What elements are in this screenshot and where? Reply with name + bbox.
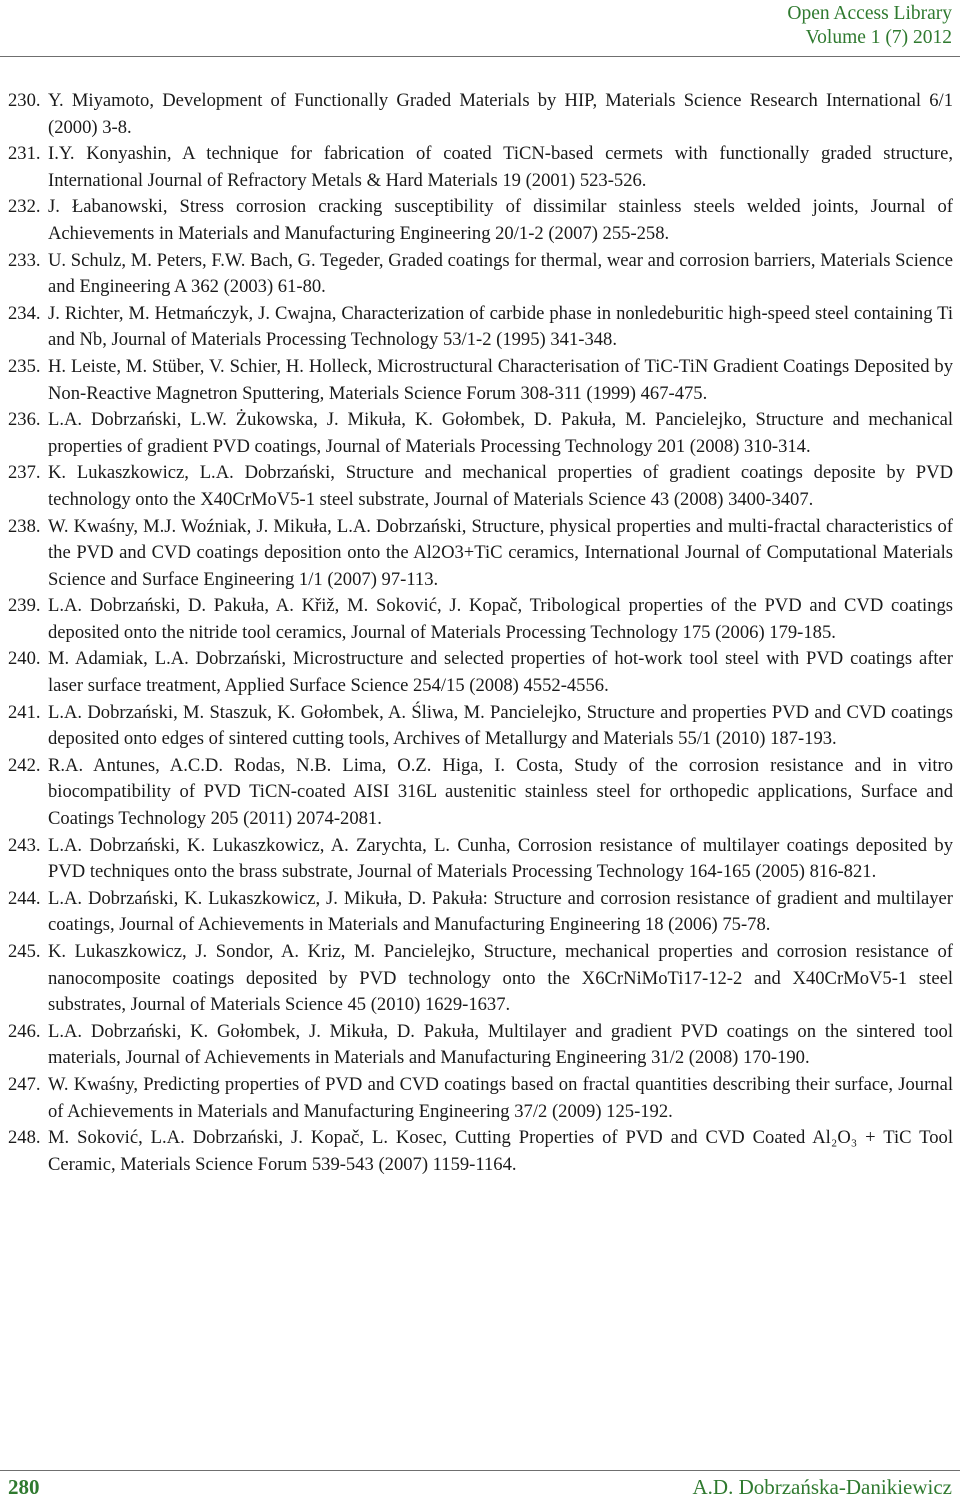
reference-item: [8, 1125, 953, 1178]
running-footer: [0, 1474, 960, 1500]
reference-item: [8, 407, 953, 460]
reference-item: [8, 141, 953, 194]
reference-number: 243.: [8, 834, 41, 856]
reference-number: 231.: [8, 143, 41, 165]
reference-item: [8, 646, 953, 699]
reference-number: 241.: [8, 701, 41, 723]
reference-text: W. Kwaśny, M.J. Woźniak, J. Mikuła, L.A. Dobrzański, Structure, physical properties and multi-fractal characteristics of the PVD and CVD coatings deposition onto the Al2O3+TiC ceramics, International Journal of Computational Materials Science and Surface Engineering 1/1 (2007) 97-113.: [48, 515, 953, 590]
reference-text: I.Y. Konyashin, A technique for fabrication of coated TiCN-based cermets with functionally graded structure, International Journal of Refractory Metals & Hard Materials 19 (2001) 523-526.: [48, 143, 953, 191]
reference-item: [8, 194, 953, 247]
reference-text: L.A. Dobrzański, D. Pakuła, A. Křiž, M. Soković, J. Kopač, Tribological properties of the PVD and CVD coatings deposited onto the nitride tool ceramics, Journal of Materials Processing Technology 175 (2006) 179-185.: [48, 595, 953, 643]
reference-text: R.A. Antunes, A.C.D. Rodas, N.B. Lima, O.Z. Higa, I. Costa, Study of the corrosion resistance and in vitro biocompatibility of PVD TiCN-coated AISI 316L austenitic stainless steel for orthopedic applications, Surface and Coatings Technology 205 (2011) 2074-2081.: [48, 754, 953, 830]
reference-number: 239.: [8, 595, 41, 617]
reference-number: 236.: [8, 409, 41, 431]
reference-text: J. Richter, M. Hetmańczyk, J. Cwajna, Characterization of carbide phase in nonledeburitic high-speed steel containing Ti and Nb, Journal of Materials Processing Technology 53/1-2 (1995) 341-348.: [48, 302, 953, 351]
volume-info: Volume 1 (7) 2012: [805, 27, 952, 48]
reference-item: [8, 1072, 953, 1125]
reference-text: L.A. Dobrzański, M. Staszuk, K. Gołombek, A. Śliwa, M. Pancielejko, Structure and properties PVD and CVD coatings deposited onto edges of sintered cutting tools, Archives of Metallurgy and Materials 55/1 (2010) 187-193.: [48, 701, 953, 750]
reference-item: [8, 514, 953, 594]
reference-item: [8, 886, 953, 939]
reference-item: [8, 833, 953, 886]
reference-number: 234.: [8, 302, 41, 324]
reference-number: 235.: [8, 355, 41, 377]
page-number: 280: [8, 1475, 40, 1499]
reference-item: [8, 301, 953, 354]
footer-author: A.D. Dobrzańska-Danikiewicz: [692, 1475, 952, 1499]
reference-text: U. Schulz, M. Peters, F.W. Bach, G. Tegeder, Graded coatings for thermal, wear and corrosion barriers, Materials Science and Engineering A 362 (2003) 61-80.: [48, 249, 953, 298]
reference-text: K. Lukaszkowicz, L.A. Dobrzański, Structure and mechanical properties of gradient coatings deposite by PVD technology onto the X40CrMoV5-1 steel substrate, Journal of Materials Science 43 (2008) 3400-3407.: [48, 462, 953, 510]
reference-text: L.A. Dobrzański, K. Lukaszkowicz, A. Zarychta, L. Cunha, Corrosion resistance of multilayer coatings deposited by PVD techniques onto the brass substrate, Journal of Materials Processing Technology 164-165 (2005) 816-821.: [48, 834, 953, 883]
reference-item: [8, 460, 953, 513]
reference-item: [8, 593, 953, 646]
reference-number: 244.: [8, 887, 41, 909]
reference-number: 230.: [8, 90, 41, 111]
footer-rule: [0, 1470, 960, 1471]
reference-number: 232.: [8, 196, 41, 218]
reference-text: M. Soković, L.A. Dobrzański, J. Kopač, L. Kosec, Cutting Properties of PVD and CVD Coated Al₂O₃ + TiC Tool Ceramic, Materials Science Forum 539-543 (2007) 1159-1164.: [48, 1127, 953, 1175]
reference-number: 248.: [8, 1127, 41, 1149]
reference-text: L.A. Dobrzański, K. Gołombek, J. Mikuła, D. Pakuła, Multilayer and gradient PVD coatings on the sintered tool materials, Journal of Achievements in Materials and Manufacturing Engineering 31/2 (2008) 170-190.: [48, 1020, 953, 1069]
reference-list: [8, 88, 953, 1178]
reference-text: L.A. Dobrzański, K. Lukaszkowicz, J. Mikuła, D. Pakuła: Structure and corrosion resistance of gradient and multilayer coatings, Journal of Achievements in Materials and Manufacturing Engineering 18 (2006) 75-78.: [48, 887, 953, 936]
reference-text: K. Lukaszkowicz, J. Sondor, A. Kriz, M. Pancielejko, Structure, mechanical properties and corrosion resistance of nanocomposite coatings deposited by PVD technology onto the X6CrNiMoTi17-12-2 and X40CrMoV5-1 steel substrates, Journal of Materials Science 45 (2010) 1629-1637.: [48, 941, 953, 1016]
header-rule: [0, 56, 960, 57]
reference-item: [8, 700, 953, 753]
reference-number: 238.: [8, 515, 41, 537]
reference-item: [8, 939, 953, 1019]
reference-number: 237.: [8, 462, 41, 484]
reference-item: [8, 248, 953, 301]
journal-name: Open Access Library: [787, 3, 952, 24]
reference-text: Y. Miyamoto, Development of Functionally Graded Materials by HIP, Materials Science Research International 6/1 (2000) 3-8.: [48, 90, 953, 138]
reference-text: J. Łabanowski, Stress corrosion cracking susceptibility of dissimilar stainless steels welded joints, Journal of Achievements in Materials and Manufacturing Engineering 20/1-2 (2007) 255-258.: [48, 196, 953, 244]
reference-number: 246.: [8, 1020, 41, 1042]
reference-number: 245.: [8, 941, 41, 962]
reference-item: [8, 753, 953, 833]
reference-number: 233.: [8, 249, 41, 271]
reference-number: 242.: [8, 754, 41, 776]
reference-item: [8, 1019, 953, 1072]
reference-text: W. Kwaśny, Predicting properties of PVD and CVD coatings based on fractal quantities describing their surface, Journal of Achievements in Materials and Manufacturing Engineering 37/2 (2009) 125-192.: [48, 1073, 953, 1122]
reference-number: 247.: [8, 1073, 41, 1095]
reference-text: H. Leiste, M. Stüber, V. Schier, H. Holleck, Microstructural Characterisation of TiC-TiN Gradient Coatings Deposited by Non-Reactive Magnetron Sputtering, Materials Science Forum 308-311 (1999) 467-475.: [48, 355, 953, 404]
reference-text: M. Adamiak, L.A. Dobrzański, Microstructure and selected properties of hot-work tool steel with PVD coatings after laser surface treatment, Applied Surface Science 254/15 (2008) 4552-4556.: [48, 648, 953, 697]
reference-text: L.A. Dobrzański, L.W. Żukowska, J. Mikuła, K. Gołombek, D. Pakuła, M. Pancielejko, Structure and mechanical properties of gradient PVD coatings, Journal of Materials Processing Technology 201 (2008) 310-314.: [48, 409, 953, 457]
reference-item: [8, 88, 953, 141]
reference-item: [8, 354, 953, 407]
reference-number: 240.: [8, 648, 41, 670]
running-header: [787, 2, 952, 50]
